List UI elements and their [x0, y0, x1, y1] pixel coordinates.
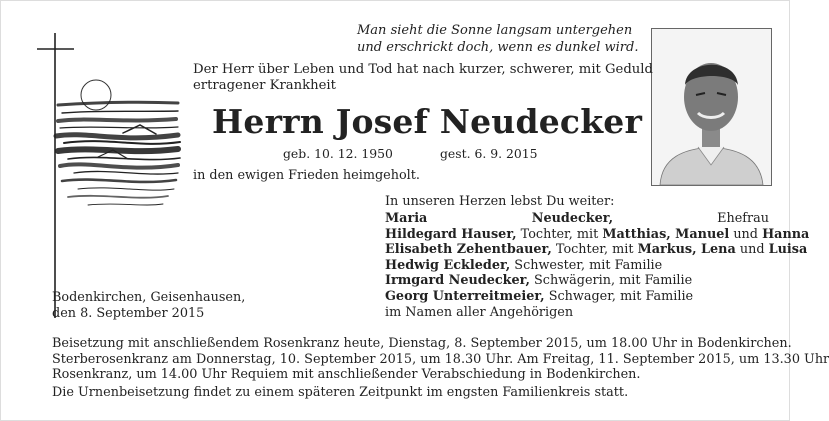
mourner-name: Hedwig Eckleder,	[385, 257, 511, 273]
mourner-relation: Tochter, mit	[551, 242, 638, 258]
mourner-relation: Schwägerin, mit Familie	[529, 273, 693, 289]
cross-sunset-illustration	[28, 33, 183, 318]
epitaph-quote	[357, 22, 638, 56]
mourner-closing: im Namen aller Angehörigen	[385, 304, 574, 320]
funeral-details	[52, 336, 829, 383]
mourner-row	[385, 305, 769, 321]
mourner-name: Irmgard Neudecker,	[385, 273, 530, 289]
birth-date: geb. 10. 12. 1950	[283, 146, 393, 161]
mourner-name: Georg Unterreitmeier,	[385, 288, 545, 304]
date-line: den 8. September 2015	[52, 305, 205, 321]
mourner-row	[385, 258, 769, 274]
mourners-heading: In unseren Herzen lebst Du weiter:	[385, 194, 615, 209]
sun-shape	[81, 80, 111, 110]
place-line: Bodenkirchen, Geisenhausen,	[52, 290, 246, 305]
mourner-row	[385, 273, 769, 289]
quote-line-1: Man sieht die Sonne langsam untergehen	[357, 23, 633, 38]
mourner-children: Luisa	[768, 242, 808, 258]
mourner-relation: Ehefrau	[613, 211, 769, 226]
funeral-line-3: Rosenkranz, um 14.00 Uhr Requiem mit anschließender Verabschiedung in Bodenkirchen.	[52, 367, 641, 383]
deceased-name: Herrn Josef Neudecker	[212, 102, 643, 141]
landscape-strokes	[56, 102, 180, 205]
funeral-line-2: Sterberosenkranz am Donnerstag, 10. September 2015, um 18.30 Uhr. Am Freitag, 11. September 2015, um 13.30 Uhr	[52, 351, 829, 367]
mourner-row	[385, 226, 810, 243]
mourner-children: Hanna	[762, 226, 810, 242]
quote-line-2: und erschrickt doch, wenn es dunkel wird.	[357, 40, 639, 55]
frieden-line: in den ewigen Frieden heimgeholt.	[193, 168, 420, 183]
mourner-children: Markus, Lena	[637, 242, 736, 258]
intro-line-2: ertragener Krankheit	[193, 78, 336, 93]
mourner-name: Hildegard Hauser,	[385, 226, 517, 242]
mourner-relation: Tochter, mit	[516, 226, 603, 242]
mourner-name: Elisabeth Zehentbauer,	[385, 242, 552, 258]
mourner-connector: und	[729, 226, 763, 242]
urn-burial-note: Die Urnenbeisetzung findet zu einem späteren Zeitpunkt im engsten Familienkreis statt.	[52, 385, 629, 400]
mourner-row	[385, 289, 769, 305]
intro-text	[193, 62, 653, 94]
mourner-relation: Schwester, mit Familie	[510, 257, 663, 273]
portrait-image	[652, 29, 771, 185]
mourner-children: Matthias, Manuel	[602, 226, 730, 242]
mourner-name: Maria Neudecker,	[385, 211, 614, 226]
place-date	[52, 290, 245, 321]
portrait-photo	[651, 28, 772, 186]
death-date: gest. 6. 9. 2015	[440, 146, 538, 161]
funeral-line-1: Beisetzung mit anschließendem Rosenkranz heute, Dienstag, 8. September 2015, um 18.00 Uhr in Bodenkirchen.	[52, 336, 792, 351]
intro-line-1: Der Herr über Leben und Tod hat nach kurzer, schwerer, mit Geduld	[193, 62, 653, 77]
mourner-row	[385, 211, 769, 227]
mourner-connector: und	[735, 242, 769, 258]
mourner-row	[385, 242, 808, 258]
mourner-relation: Schwager, mit Familie	[544, 288, 694, 304]
mourners-list	[385, 211, 810, 320]
